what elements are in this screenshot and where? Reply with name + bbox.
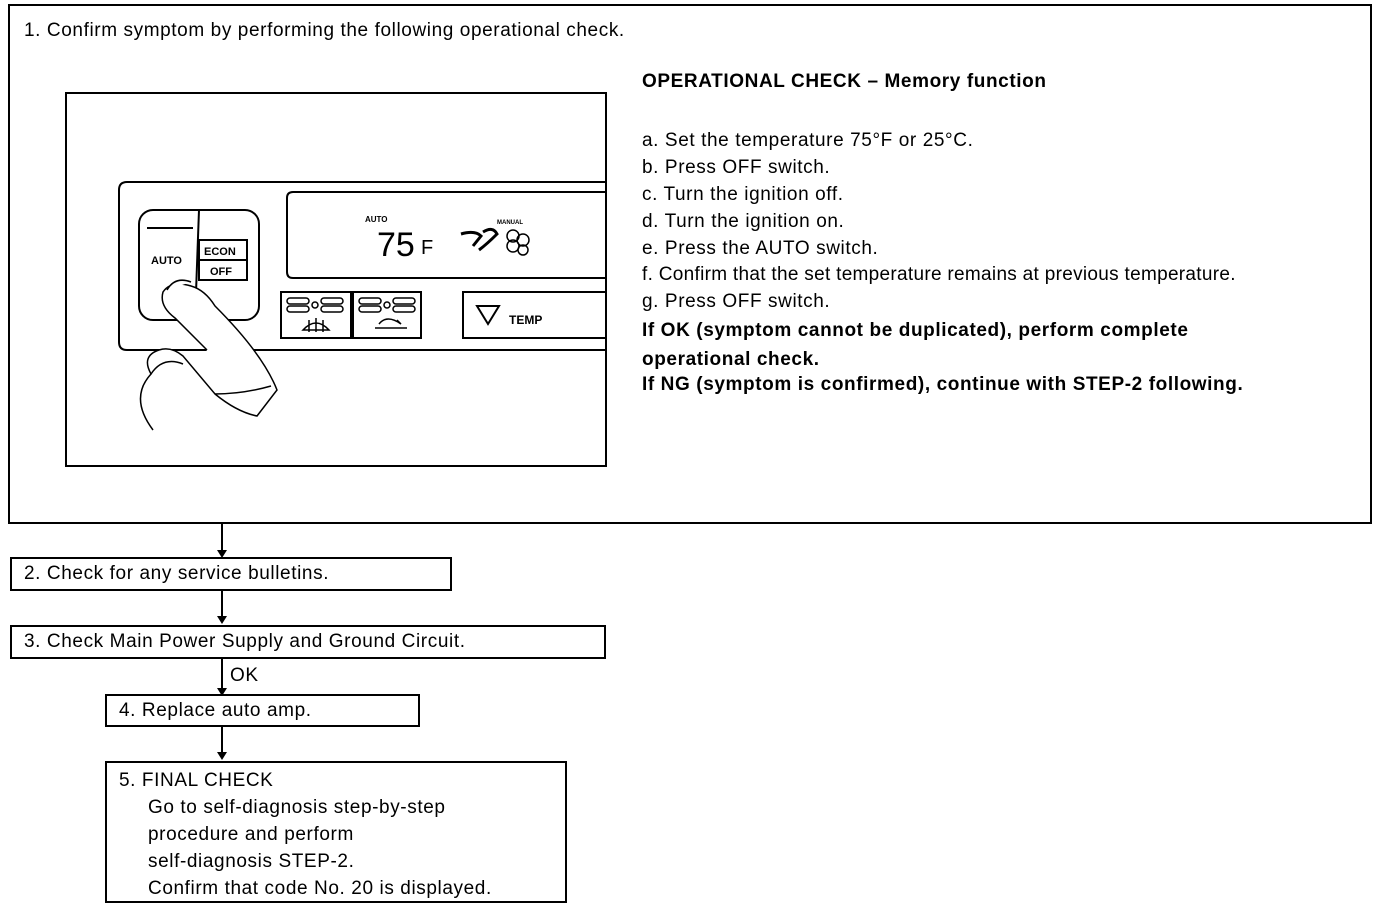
ac-control-panel <box>67 94 607 467</box>
step-5-line-2: procedure and perform <box>148 824 354 845</box>
check-item-a: a. Set the temperature 75°F or 25°C. <box>642 130 974 151</box>
display-temp: 75 <box>377 226 415 264</box>
check-title: OPERATIONAL CHECK – Memory function <box>642 71 1047 92</box>
temp-label: TEMP <box>509 313 543 327</box>
fan-icon <box>507 230 529 255</box>
step-5-line-1: Go to self-diagnosis step-by-step <box>148 797 446 818</box>
step-5-line-3: self-diagnosis STEP-2. <box>148 851 355 872</box>
arrow-1-to-2 <box>221 524 223 556</box>
ng-result-line: If NG (symptom is confirmed), continue with STEP-2 following. <box>642 374 1244 395</box>
control-panel-illustration <box>65 92 607 467</box>
step-5-label: 5. FINAL CHECK <box>119 770 274 791</box>
display-mode: AUTO <box>365 215 388 224</box>
arrow-3-to-4 <box>221 658 223 694</box>
step-3-box <box>10 625 606 659</box>
check-item-e: e. Press the AUTO switch. <box>642 238 879 259</box>
step-5-box <box>105 761 567 903</box>
display-unit: F <box>421 237 434 259</box>
step-3-label: 3. Check Main Power Supply and Ground Circuit. <box>24 631 466 652</box>
check-item-c: c. Turn the ignition off. <box>642 184 844 205</box>
check-item-b: b. Press OFF switch. <box>642 157 831 178</box>
arrow-2-to-3 <box>221 590 223 622</box>
ok-branch-label: OK <box>230 665 259 686</box>
step-4-label: 4. Replace auto amp. <box>119 700 312 721</box>
step-1-label: 1. Confirm symptom by performing the following operational check. <box>24 20 625 41</box>
check-item-g: g. Press OFF switch. <box>642 291 831 312</box>
step-2-box <box>10 557 452 591</box>
recirc-button <box>353 292 421 338</box>
ok-result-line-1: If OK (symptom cannot be duplicated), perform complete <box>642 320 1189 341</box>
airflow-icon <box>461 229 497 250</box>
arrow-4-to-5 <box>221 726 223 758</box>
check-item-f: f. Confirm that the set temperature remains at previous temperature. <box>642 264 1236 285</box>
off-label: OFF <box>210 266 232 278</box>
manual-label: MANUAL <box>497 220 523 226</box>
step-4-box <box>105 694 420 727</box>
step-5-line-4: Confirm that code No. 20 is displayed. <box>148 878 492 899</box>
step-2-label: 2. Check for any service bulletins. <box>24 563 330 584</box>
check-item-d: d. Turn the ignition on. <box>642 211 845 232</box>
auto-label: AUTO <box>151 255 182 267</box>
ok-result-line-2: operational check. <box>642 349 820 370</box>
econ-label: ECON <box>204 246 236 258</box>
display-window <box>287 192 607 278</box>
